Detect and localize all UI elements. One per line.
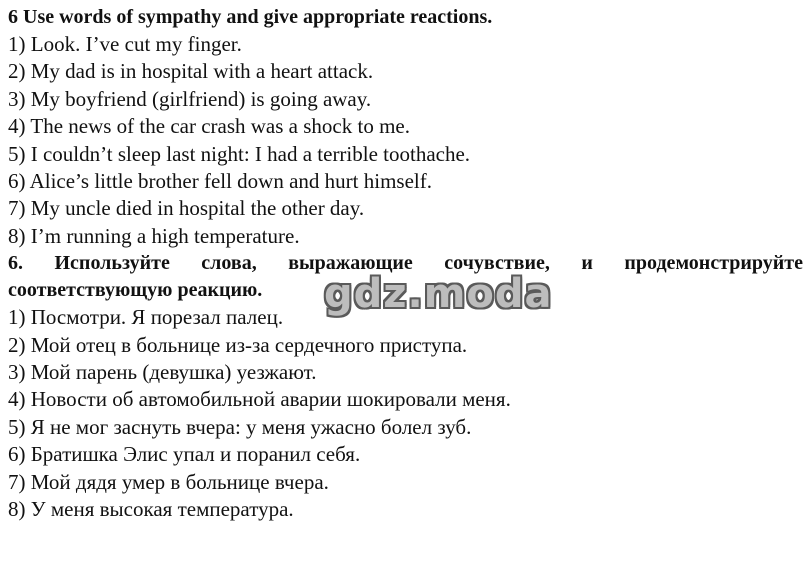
exercise-ru-item-7: 7) Мой дядя умер в больнице вчера. [8,469,329,494]
exercise-ru-item-5: 5) Я не мог заснуть вчера: у меня ужасно болел зуб. [8,414,472,439]
exercise-ru-item-6: 6) Братишка Элис упал и поранил себя. [8,442,361,467]
exercise-en-item-1: 1) Look. I’ve cut my finger. [8,32,242,56]
exercise-en-item-4: 4) The news of the car crash was a shock to me. [8,114,410,139]
exercise-ru-item-1: 1) Посмотри. Я порезал палец. [8,305,284,330]
exercise-en-item-6: 6) Alice’s little brother fell down and hurt himself. [8,169,432,194]
exercise-en-item-5: 5) I couldn’t sleep last night: I had a terrible toothache. [8,141,471,166]
exercise-en-item-8: 8) I’m running a high temperature. [8,223,300,248]
watermark-logo: gdz.moda [324,271,553,317]
exercise-ru-title-line-1: 6. Используйте слова, выражающие сочувствие, и продемонстрируйте [8,252,803,275]
exercise-ru-title-line-2: соответствующую реакцию. [8,279,263,302]
exercise-ru-item-3: 3) Мой парень (девушка) уезжают. [8,360,317,385]
exercise-ru-item-4: 4) Новости об автомобильной аварии шокировали меня. [8,387,511,412]
exercise-ru-item-2: 2) Мой отец в больнице из-за сердечного приступа. [8,332,468,357]
exercise-ru-item-8: 8) У меня высокая температура. [8,497,294,522]
document-page [8,4,803,524]
exercise-en-title: 6 Use words of sympathy and give appropriate reactions. [8,6,493,28]
exercise-en-item-3: 3) My boyfriend (girlfriend) is going away. [8,86,372,111]
exercise-en-item-7: 7) My uncle died in hospital the other day. [8,196,365,221]
exercise-en-item-2: 2) My dad is in hospital with a heart attack. [8,59,374,84]
